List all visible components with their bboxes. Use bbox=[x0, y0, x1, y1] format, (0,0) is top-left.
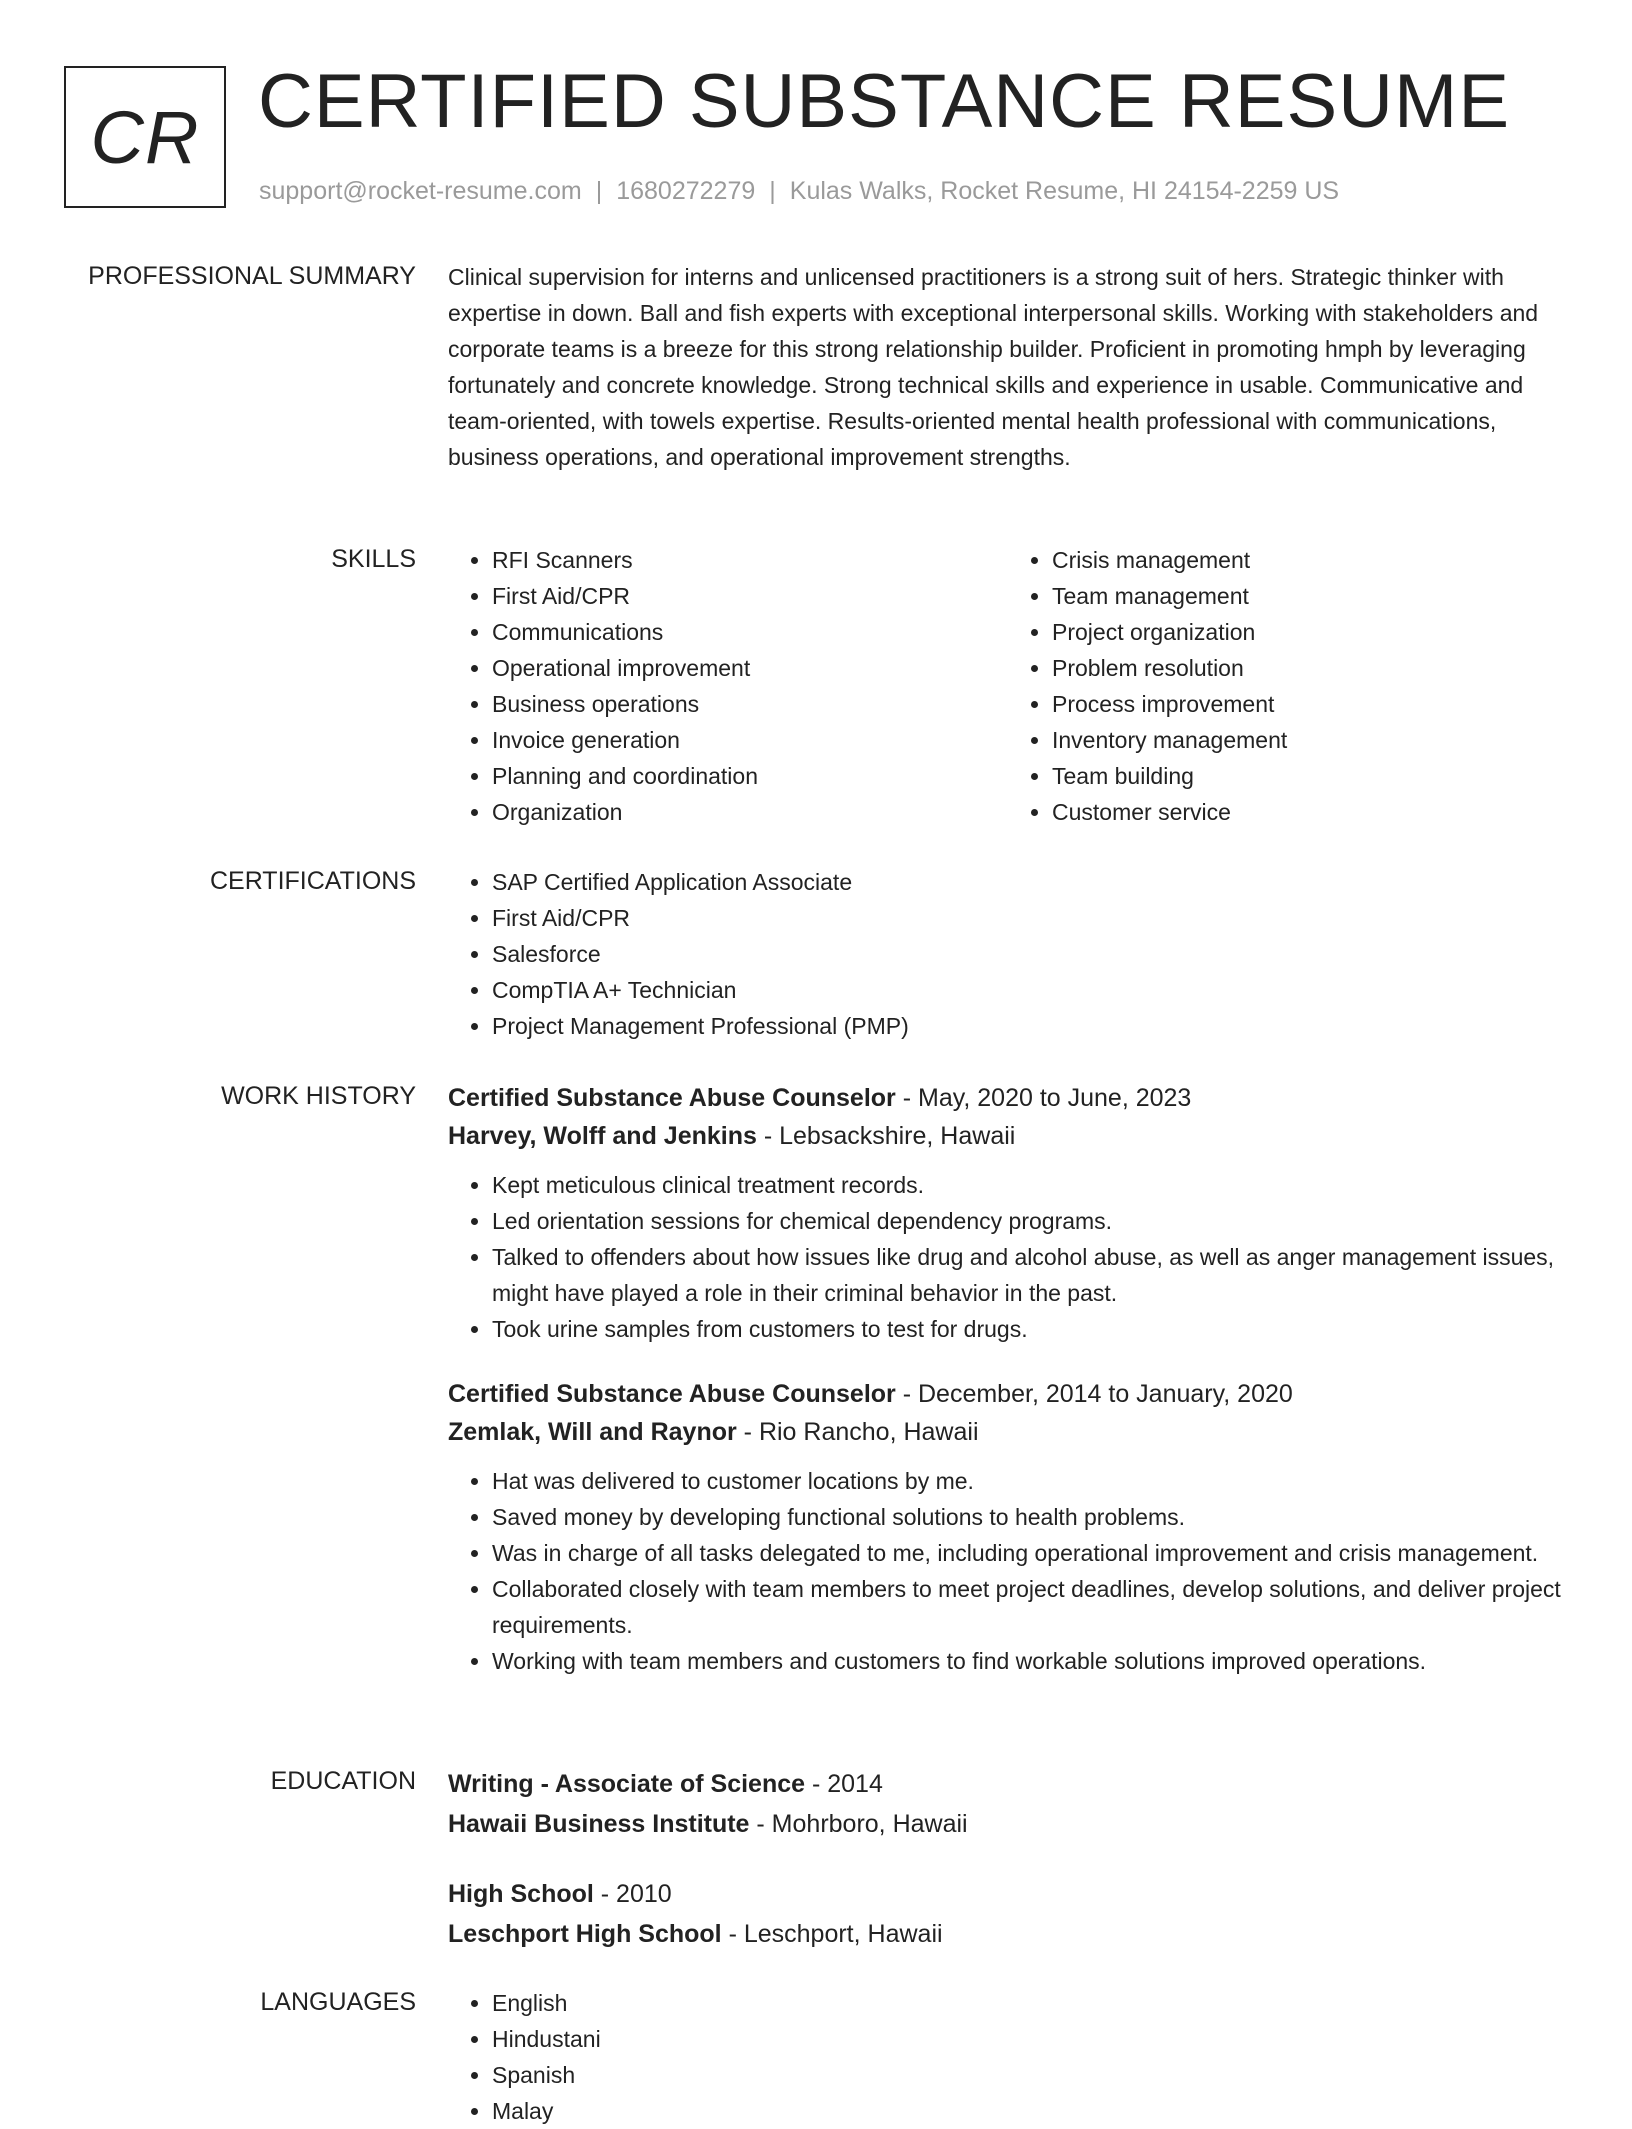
job-role: Certified Substance Abuse Counselor bbox=[448, 1380, 896, 1408]
section-title-certifications: CERTIFICATIONS bbox=[209, 867, 416, 895]
certification-item: • Project Management Professional (PMP) bbox=[492, 1008, 1568, 1044]
certification-item: • CompTIA A+ Technician bbox=[492, 972, 1568, 1008]
skill-item: • Organization bbox=[492, 794, 1008, 830]
language-item: • English bbox=[492, 1985, 1568, 2021]
contact-address: Kulas Walks, Rocket Resume, HI 24154-2259 US bbox=[789, 177, 1340, 205]
education-degree: Writing - Associate of Science bbox=[448, 1770, 806, 1798]
certification-item: • Salesforce bbox=[492, 936, 1568, 972]
contact-phone: 1680272279 bbox=[616, 177, 756, 205]
education-location: - Mohrboro, Hawaii bbox=[749, 1810, 968, 1838]
education-degree: High School bbox=[448, 1880, 594, 1908]
skill-item: • Invoice generation bbox=[492, 722, 1008, 758]
skill-item: • Team management bbox=[1052, 578, 1568, 614]
language-item: • Spanish bbox=[492, 2057, 1568, 2093]
certification-item: • First Aid/CPR bbox=[492, 900, 1568, 936]
section-title-languages: LANGUAGES bbox=[260, 1988, 416, 2016]
job-bullet: • Took urine samples from customers to test for drugs. bbox=[492, 1311, 1568, 1347]
job-bullet: • Hat was delivered to customer locations by me. bbox=[492, 1463, 1568, 1499]
job-bullets bbox=[448, 1167, 1568, 1347]
certification-item: • SAP Certified Application Associate bbox=[492, 864, 1568, 900]
job-entry bbox=[448, 1079, 1568, 1347]
education-school: Hawaii Business Institute bbox=[448, 1810, 750, 1838]
skills-columns bbox=[448, 542, 1568, 830]
section-title-skills: SKILLS bbox=[331, 545, 416, 573]
work-body bbox=[448, 1079, 1568, 1707]
skill-item: • RFI Scanners bbox=[492, 542, 1008, 578]
job-bullet: • Was in charge of all tasks delegated to me, including operational improvement and crisis management. bbox=[492, 1535, 1568, 1571]
skill-item: • Planning and coordination bbox=[492, 758, 1008, 794]
education-degree-line bbox=[448, 1764, 1568, 1804]
job-company: Zemlak, Will and Raynor bbox=[448, 1418, 737, 1446]
education-school-line bbox=[448, 1804, 1568, 1844]
skill-item: • Customer service bbox=[1052, 794, 1568, 830]
job-title-line bbox=[448, 1375, 1568, 1413]
language-item: • Malay bbox=[492, 2093, 1568, 2129]
skills-list-left bbox=[448, 542, 1008, 830]
job-company: Harvey, Wolff and Jenkins bbox=[448, 1122, 757, 1150]
skill-item: • Inventory management bbox=[1052, 722, 1568, 758]
job-location: - Rio Rancho, Hawaii bbox=[736, 1418, 979, 1446]
contact-email: support@rocket-resume.com bbox=[259, 177, 582, 205]
contact-separator: | bbox=[595, 177, 603, 205]
skill-item: • Team building bbox=[1052, 758, 1568, 794]
section-title-education: EDUCATION bbox=[270, 1767, 416, 1795]
skill-item: • Project organization bbox=[1052, 614, 1568, 650]
education-degree-line bbox=[448, 1874, 1568, 1914]
job-company-line bbox=[448, 1413, 1568, 1451]
skill-item: • First Aid/CPR bbox=[492, 578, 1008, 614]
resume-title: CERTIFIED SUBSTANCE RESUME bbox=[258, 59, 1511, 144]
skill-item: • Problem resolution bbox=[1052, 650, 1568, 686]
languages-body bbox=[448, 1985, 1568, 2129]
section-title-summary: PROFESSIONAL SUMMARY bbox=[88, 262, 416, 290]
contact-line bbox=[259, 174, 1339, 208]
job-bullet: • Saved money by developing functional solutions to health problems. bbox=[492, 1499, 1568, 1535]
job-bullet: • Collaborated closely with team members to meet project deadlines, develop solutions, and deliver project requirements. bbox=[492, 1571, 1568, 1643]
skill-item: • Communications bbox=[492, 614, 1008, 650]
language-item: • Hindustani bbox=[492, 2021, 1568, 2057]
education-year: - 2010 bbox=[593, 1880, 672, 1908]
job-bullet: • Kept meticulous clinical treatment records. bbox=[492, 1167, 1568, 1203]
job-bullet: • Working with team members and customers to find workable solutions improved operations. bbox=[492, 1643, 1568, 1679]
education-body bbox=[448, 1764, 1568, 1984]
education-year: - 2014 bbox=[805, 1770, 883, 1798]
skill-item: • Process improvement bbox=[1052, 686, 1568, 722]
summary-body bbox=[448, 259, 1568, 475]
job-location: - Lebsackshire, Hawaii bbox=[756, 1122, 1016, 1150]
education-location: - Leschport, Hawaii bbox=[721, 1920, 943, 1948]
skills-list-right bbox=[1008, 542, 1568, 830]
job-entry bbox=[448, 1375, 1568, 1679]
job-role: Certified Substance Abuse Counselor bbox=[448, 1084, 896, 1112]
skill-item: • Crisis management bbox=[1052, 542, 1568, 578]
certifications-list bbox=[448, 864, 1568, 1044]
job-company-line bbox=[448, 1117, 1568, 1155]
certifications-body bbox=[448, 864, 1568, 1044]
job-title-line bbox=[448, 1079, 1568, 1117]
skill-item: • Business operations bbox=[492, 686, 1008, 722]
job-bullets bbox=[448, 1463, 1568, 1679]
languages-list bbox=[448, 1985, 1568, 2129]
job-dates: - December, 2014 to January, 2020 bbox=[895, 1380, 1293, 1408]
education-entry bbox=[448, 1764, 1568, 1844]
job-dates: - May, 2020 to June, 2023 bbox=[895, 1084, 1192, 1112]
education-entry bbox=[448, 1874, 1568, 1954]
job-bullet: • Talked to offenders about how issues like drug and alcohol abuse, as well as anger management issues, might have played a role in their criminal behavior in the past. bbox=[492, 1239, 1568, 1311]
job-bullet: • Led orientation sessions for chemical dependency programs. bbox=[492, 1203, 1568, 1239]
monogram-logo: CR bbox=[64, 66, 226, 208]
contact-separator: | bbox=[769, 177, 776, 205]
education-school: Leschport High School bbox=[448, 1920, 722, 1948]
education-school-line bbox=[448, 1914, 1568, 1954]
skill-item: • Operational improvement bbox=[492, 650, 1008, 686]
section-title-work: WORK HISTORY bbox=[221, 1082, 416, 1110]
summary-text: Clinical supervision for interns and unlicensed practitioners is a strong suit of hers. Strategic thinker with expertise in down. Ball and fish experts with exceptional interpersonal skills. Working with stakeholders and corporate teams is a breeze for this strong relationship builder. Proficient in promoting hmph by leveraging fortunately and concrete knowledge. Strong technical skills and experience in usable. Communicative and team-oriented, with towels expertise. Results-oriented mental health professional with communications, business operations, and operational improvement strengths. bbox=[448, 264, 1539, 470]
